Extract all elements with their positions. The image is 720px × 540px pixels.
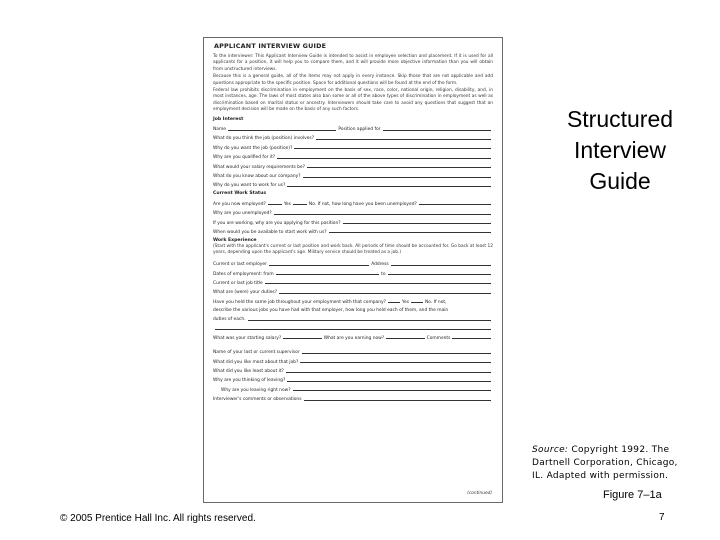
answer-line <box>293 204 307 205</box>
answer-line <box>279 293 491 294</box>
form-row <box>213 141 493 150</box>
answer-line <box>228 130 336 131</box>
answer-line <box>268 204 282 205</box>
form-row <box>213 258 493 267</box>
answer-line <box>419 204 491 205</box>
form-row <box>213 132 493 141</box>
form-guide-paragraph: Because this is a general guide, all of the items may not apply in every instance. Skip those that are not applicable and add questions appropriate to the specific position. Space for additional questions will be found at the end of the form. <box>213 74 493 86</box>
question-text: Why do you want to work for us? <box>213 183 286 189</box>
current-employer-label: Current or last employer <box>213 262 267 268</box>
work-experience-heading: Work Experience <box>213 237 257 243</box>
answer-line <box>388 274 491 275</box>
job-title-label: Current or last job title <box>213 280 263 286</box>
form-row <box>213 216 493 225</box>
to-label: to <box>381 271 386 277</box>
form-row <box>213 207 493 216</box>
same-job-question: Have you held the same job throughout your employment with that company? <box>213 299 386 305</box>
answer-line <box>452 338 491 339</box>
page-number: 7 <box>659 512 665 523</box>
title-line: Guide <box>589 168 651 194</box>
form-row <box>213 374 493 383</box>
work-experience-intro: (Start with the applicant's current or last position and work back. All periods of time should be accounted for. Go back at least 12 years, depending upon the applicant's age. Military service should be treated as a job.) <box>213 243 493 256</box>
leaving-question: Why are you thinking of leaving? <box>213 378 286 384</box>
form-row <box>213 355 493 364</box>
answer-line <box>287 381 491 382</box>
dislike-question: What did you like least about it? <box>213 369 284 375</box>
form-law-paragraph: Federal law prohibits discrimination in employment on the basis of sex, race, color, national origin, religion, disability, and, in most instances, age. The laws of most states also ban some or all of the above types of discrimination in employment as well as discrimination based on marital status or ancestry. Interviewers should take care to avoid any questions that suggest that an employment decision will be made on the basis of any such factors. <box>213 88 493 113</box>
no-label: No. If not, how long have you been unemployed? <box>308 201 417 207</box>
form-row <box>213 267 493 276</box>
question-text: What do you know about our company? <box>213 174 301 179</box>
answer-line <box>343 223 491 224</box>
form-row <box>213 295 493 304</box>
answer-line <box>276 274 379 275</box>
form-row <box>213 346 493 355</box>
form-row <box>213 277 493 286</box>
like-question: What did you like most about that job? <box>213 359 299 365</box>
answer-line <box>274 214 491 215</box>
answer-line <box>386 338 425 339</box>
form-row <box>213 123 493 132</box>
form-row <box>213 197 493 206</box>
source-text: Copyright 1992. The Dartnell Corporation, Chicago, IL. Adapted with permission. <box>532 445 678 481</box>
question-text: What would your salary requirements be? <box>213 164 305 170</box>
question-text: Why do you want the job (position)? <box>213 145 293 151</box>
duties-each-text: duties of each. <box>213 317 246 323</box>
form-row <box>213 160 493 169</box>
answer-line <box>287 186 491 187</box>
form-row <box>213 170 493 179</box>
answer-line <box>293 390 491 391</box>
current-work-heading: Current Work Status <box>213 191 267 197</box>
answer-line <box>316 139 491 140</box>
dates-label: Dates of employment: from <box>213 271 274 277</box>
answer-line <box>300 362 491 363</box>
answer-line <box>294 148 491 149</box>
address-label: Address <box>371 262 389 268</box>
position-label: Position applied for <box>338 127 381 133</box>
answer-line <box>383 130 491 131</box>
answer-line <box>277 158 491 159</box>
form-row <box>213 151 493 160</box>
form-row <box>213 322 493 331</box>
form-row <box>213 305 493 313</box>
name-label: Name <box>213 127 226 133</box>
form-row <box>213 332 493 341</box>
question-text: Are you now employed? <box>213 201 266 207</box>
answer-line <box>283 338 322 339</box>
job-interest-heading: Job Interest <box>213 116 244 122</box>
duties-label: What are (were) your duties? <box>213 290 278 296</box>
supervisor-question: Name of your last or current supervisor <box>213 350 300 356</box>
yes-label: Yes <box>401 299 410 305</box>
answer-line <box>391 265 491 266</box>
interview-guide-form-image <box>203 37 503 503</box>
source-label: Source: <box>532 445 569 455</box>
answer-line <box>411 302 423 303</box>
answer-line <box>215 329 491 330</box>
yes-label: Yes <box>283 201 291 207</box>
no-label: No. If not, <box>425 299 447 305</box>
form-row <box>213 179 493 188</box>
title-line: Structured <box>566 106 674 132</box>
source-credit <box>532 444 682 483</box>
question-text: Why are you qualified for it? <box>213 155 276 161</box>
comments-label: Comments <box>426 335 451 341</box>
form-row <box>213 226 493 235</box>
form-row <box>213 393 493 402</box>
form-row <box>213 313 493 322</box>
continued-note: (continued) <box>467 491 492 496</box>
figure-label: Figure 7–1a <box>603 489 662 501</box>
answer-line <box>307 167 491 168</box>
answer-line <box>329 232 491 233</box>
form-row <box>213 365 493 374</box>
form-row <box>213 286 493 295</box>
question-text: Why are you unemployed? <box>213 211 272 217</box>
answer-line <box>304 400 492 401</box>
answer-line <box>265 283 491 284</box>
earning-question: What are you earning now? <box>323 335 385 341</box>
answer-line <box>302 353 491 354</box>
describe-text: describe the various jobs you have had with that employer, how long you held each of them, and the main <box>213 307 449 313</box>
title-line: Interview <box>573 137 667 163</box>
form-intro-paragraph: To the interviewer: This Applicant Interview Guide is intended to assist in employee selection and placement. If it is used for all applicants for a position, it will help you to compare them, and it will provide more objective information than you will obtain from unstructured interviews. <box>213 54 493 72</box>
leave-now-question: Why are you leaving right now? <box>221 387 291 393</box>
interviewer-comments-label: Interviewer's comments or observations <box>213 397 302 403</box>
answer-line <box>388 302 400 303</box>
starting-salary-question: What was your starting salary? <box>213 335 282 341</box>
question-text: When would you be available to start work with us? <box>213 229 327 235</box>
answer-line <box>269 265 369 266</box>
form-title: APPLICANT INTERVIEW GUIDE <box>214 42 327 50</box>
form-row <box>213 383 493 392</box>
question-text: If you are working, why are you applying for this position? <box>213 220 341 226</box>
question-text: What do you think the job (position) involves? <box>213 136 315 142</box>
slide-title <box>540 104 700 197</box>
answer-line <box>286 372 491 373</box>
answer-line <box>303 177 491 178</box>
answer-line <box>248 320 491 321</box>
copyright-notice: © 2005 Prentice Hall Inc. All rights reserved. <box>60 513 256 524</box>
